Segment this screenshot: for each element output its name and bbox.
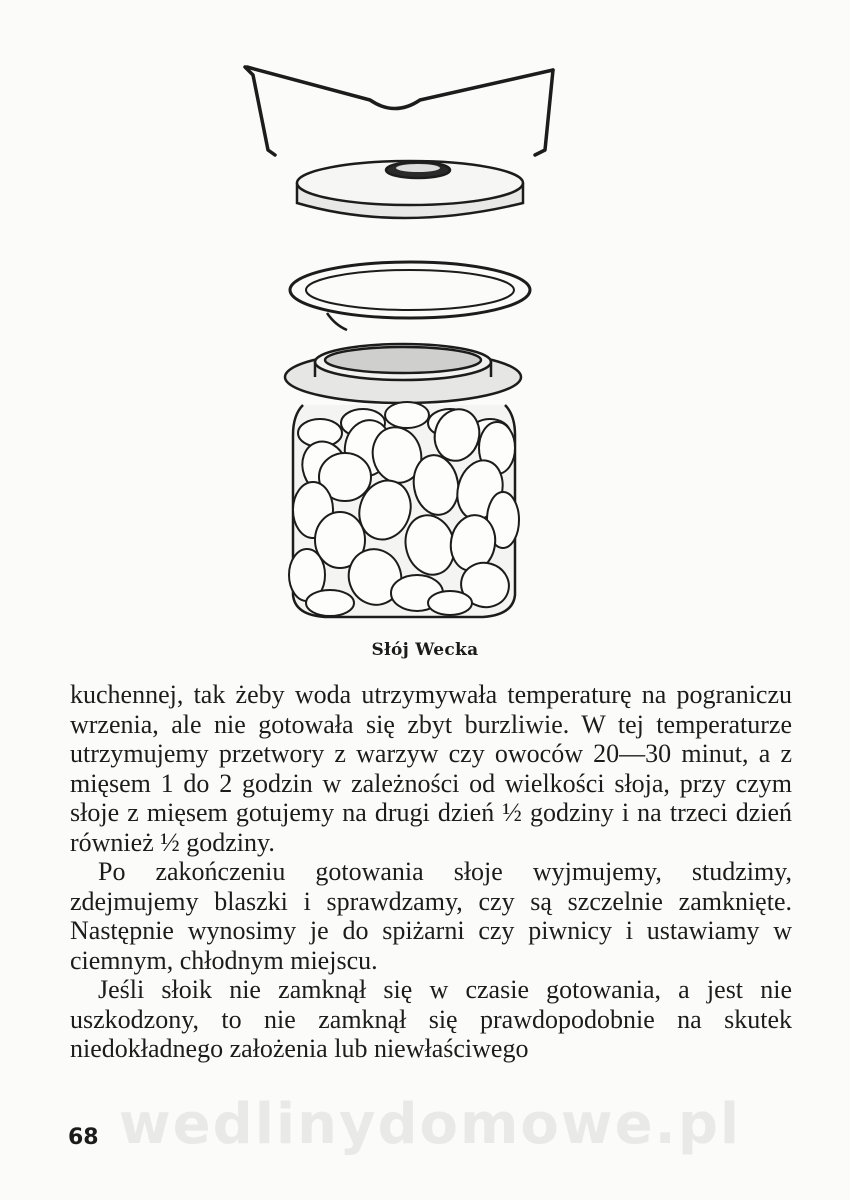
figure-caption: Słój Wecka <box>371 640 479 660</box>
body-text <box>70 680 792 1064</box>
rubber-ring-icon <box>290 262 530 330</box>
paragraph: kuchennej, tak żeby woda utrzymywała temperaturę na pograniczu wrzenia, ale nie gotowała się zbyt burzliwie. W tej temperaturze utrzymujemy przetwory z warzyw czy owoców 20—30 minut, a z mięsem 1 do 2 godzin w zależności od wielkości słoja, przy czym słoje z mięsem gotujemy na drugi dzień ½ godziny i na trzeci dzień również ½ godziny. <box>70 680 792 857</box>
paragraph: Jeśli słoik nie zamknął się w czasie gotowania, a jest nie uszkodzony, to nie zamknął się prawdopodobnie na skutek niedokładnego założenia lub niewłaściwego <box>70 975 792 1063</box>
jar-with-eggs-icon <box>285 344 521 617</box>
weck-jar-illustration <box>235 55 565 625</box>
watermark: wedlinydomowe.pl <box>118 1092 742 1157</box>
paragraph: Po zakończeniu gotowania słoje wyjmujemy, studzimy, zdejmujemy blaszki i sprawdzamy, czy są szczelnie zamknięte. Następnie wynosimy je do spiżarni czy piwnicy i ustawiamy w ciemnym, chłodnym miejscu. <box>70 857 792 975</box>
lid-icon <box>297 161 523 218</box>
page-number: 68 <box>68 1125 99 1150</box>
clip-icon <box>245 67 553 155</box>
